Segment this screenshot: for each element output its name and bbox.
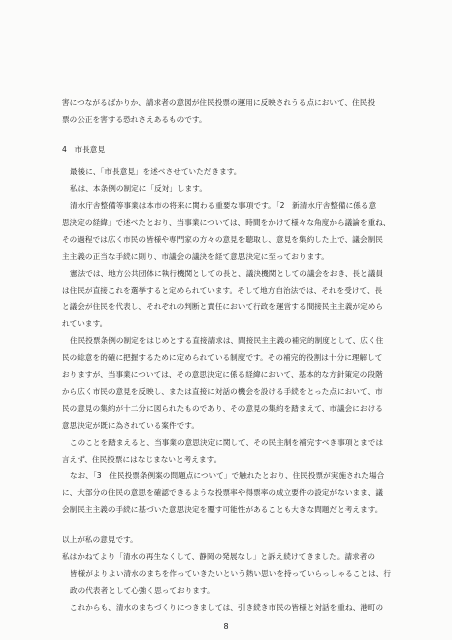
body-text-line: 憲法では、地方公共団体に執行機関としての長と、議決機関としての議会をおき、長と議員: [70, 268, 384, 278]
body-text-line: に、大部分の住民の意思を確認できるような投票率や得票率の成立要件の設定がないまま、議: [62, 488, 384, 498]
body-text-line: れています。: [62, 319, 108, 329]
body-text-line: 会制民主主義の手続に基づいた意思決定を覆す可能性があることも大きな問題だと考えます。: [62, 505, 383, 515]
body-text-line: 私はかねてより「清水の再生なくして、静岡の発展なし」と訴え続けてきました。請求者の: [62, 552, 376, 561]
body-text-line: 私は、本条例の制定に「反対」します。: [70, 184, 207, 194]
body-text-line: なお、「3 住民投票条例案の問題点について」で触れたとおり、住民投票が実施された場合: [70, 471, 385, 481]
body-text-line: 皆様がよりよい清水のまちを作っていきたいという熱い思いを持っていらっしゃることは、行: [70, 568, 392, 578]
body-text-line: は住民が直接これを選挙すると定められています。そして地方自治法では、それを受けて、長: [62, 285, 383, 295]
body-text-line: 住民投票条例の制定をはじめとする直接請求は、間接民主主義の補完的制度として、広く住: [70, 336, 384, 346]
body-text-line: 民の意見の集約が十二分に図られたものであり、その意見の集約を踏まえて、市議会における: [62, 403, 383, 413]
body-text-line: 意思決定が既に為されている案件です。: [62, 420, 199, 430]
body-text-line: 最後に、「市長意見」を述べさせていただきます。: [70, 167, 242, 177]
body-text-line: 政の代表者として心強く思っております。: [70, 585, 215, 595]
body-text-line: と議会が住民を代表し、それぞれの判断と責任において行政を運営する間接民主主義が定めら: [62, 302, 384, 312]
body-text-line: その過程では広く市民の皆様や専門家の方々の意見を聴取し、意見を集約した上で、議会制民: [62, 234, 383, 244]
body-text-line: 害につながるばかりか、請求者の意図が住民投票の運用に反映されうる点において、住民投: [62, 98, 376, 107]
body-text-line: おりますが、当事業については、その意思決定に係る経緯において、基本的な方針策定の段階: [62, 370, 383, 379]
section-heading: 4 市長意見: [62, 144, 106, 154]
body-text-line: 清水庁舎整備等事業は本市の将来に関わる重要な事項です。「2 新清水庁舎整備に係る意: [70, 201, 377, 211]
page-number: 8: [223, 622, 229, 631]
body-text-line: 民の総意を的確に把握するために定められている制度です。その補完的役割は十分に理解して: [62, 353, 383, 363]
body-text-line: 思決定の経緯」で述べたとおり、当事業については、時間をかけて様々な角度から議論を重ね、: [62, 218, 391, 227]
body-text-line: 票の公正を害する恐れさえあるものです。: [62, 114, 207, 124]
body-text-line: これからも、清水のまちづくりにつきましては、引き続き市民の皆様と対話を重ね、港町の: [70, 602, 384, 612]
body-text-line: 主主義の正当な手続に則り、市議会の議決を経て意思決定に至っております。: [62, 251, 329, 261]
body-text-line: 言えず、住民投票にはなじまないと考えます。: [62, 454, 222, 464]
body-text-line: 以上が私の意見です。: [62, 535, 138, 545]
body-text-line: このことを踏まえると、当事業の意思決定に関して、その民主制を補完すべき事項とまでは: [70, 437, 384, 447]
body-text-line: から広く市民の意見を反映し、または直接に対話の機会を設ける手続をとった点において、市: [62, 386, 383, 396]
